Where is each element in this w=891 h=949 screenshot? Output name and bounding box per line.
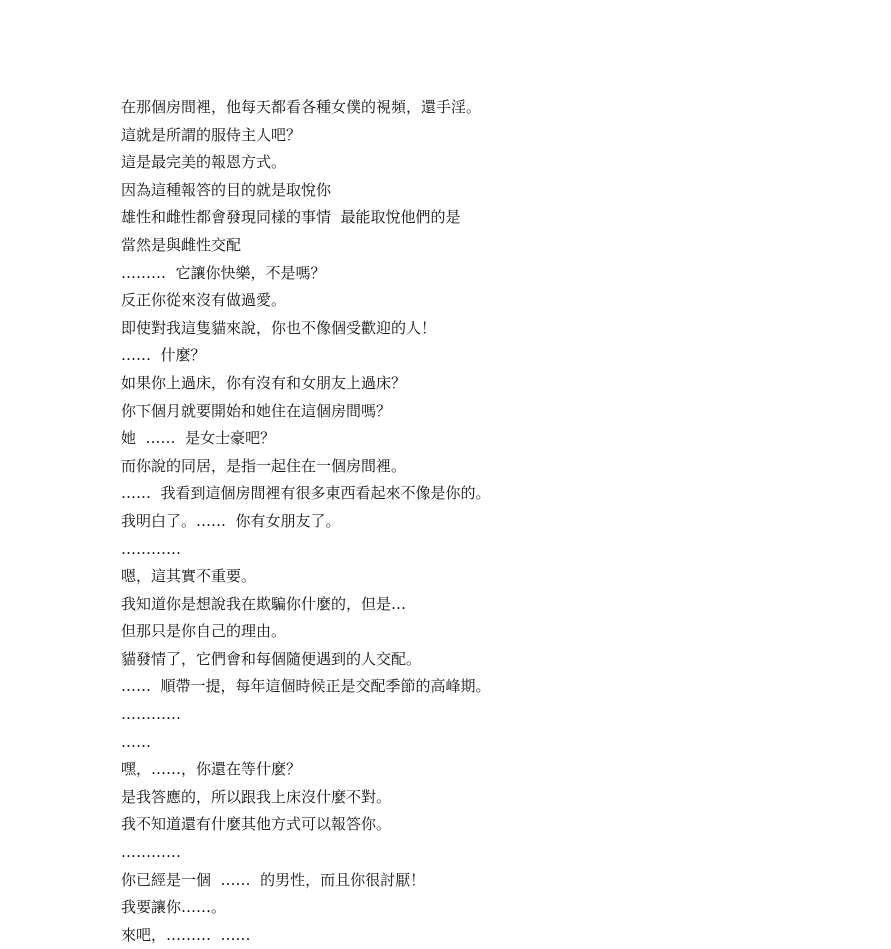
text-line: …… 順帶一提，每年這個時候正是交配季節的高峰期。 (121, 677, 491, 696)
text-line: 你已經是一個 …… 的男性，而且你很討厭！ (121, 870, 426, 889)
text-line: 來吧，……… …… (121, 925, 251, 944)
text-line: 貓發情了，它們會和每個隨便遇到的人交配。 (121, 649, 422, 668)
text-line: 嘿，……，你還在等什麼？ (121, 760, 302, 779)
text-line: 我明白了。…… 你有女朋友了。 (121, 511, 341, 530)
text-line: 我知道你是想說我在欺騙你什麼的，但是… (121, 594, 407, 613)
text-line: ………… (121, 705, 181, 724)
text-line: 是我答應的，所以跟我上床沒什麼不對。 (121, 787, 392, 806)
text-line: ………… (121, 539, 181, 558)
text-line: 雄性和雌性都會發現同樣的事情 最能取悅他們的是 (121, 208, 461, 227)
text-line: 在那個房間裡，他每天都看各種女僕的視頻，還手淫。 (121, 98, 482, 116)
text-line: 但那只是你自己的理由。 (121, 622, 287, 641)
text-line: 我要讓你……。 (121, 898, 227, 917)
text-line: 而你說的同居，是指一起住在一個房間裡。 (121, 456, 407, 475)
text-line: …… 我看到這個房間裡有很多東西看起來不像是你的。 (121, 484, 491, 503)
text-line: 她 …… 是女士豪吧？ (121, 429, 276, 448)
text-line: 因為這種報答的目的就是取悅你 (121, 180, 332, 199)
document-body (121, 94, 821, 949)
text-line: …… (121, 732, 151, 751)
text-line: ……… 它讓你快樂，不是嗎？ (121, 263, 326, 282)
text-line: 當然是與雌性交配 (121, 235, 242, 254)
text-line: 這是最完美的報恩方式。 (121, 153, 287, 172)
text-line: …… 什麼？ (121, 346, 206, 365)
text-line: 反正你從來沒有做過愛。 (121, 291, 287, 310)
text-line: 如果你上過床，你有沒有和女朋友上過床？ (121, 373, 407, 392)
text-line: 即使對我這隻貓來說，你也不像個受歡迎的人！ (121, 318, 437, 337)
text-line: ………… (121, 843, 181, 862)
text-line: 你下個月就要開始和她住在這個房間嗎？ (121, 401, 392, 420)
text-line: 嗯，這其實不重要。 (121, 567, 257, 586)
text-line: 我不知道還有什麼其他方式可以報答你。 (121, 815, 392, 834)
text-line: 這就是所謂的服侍主人吧？ (121, 125, 302, 144)
